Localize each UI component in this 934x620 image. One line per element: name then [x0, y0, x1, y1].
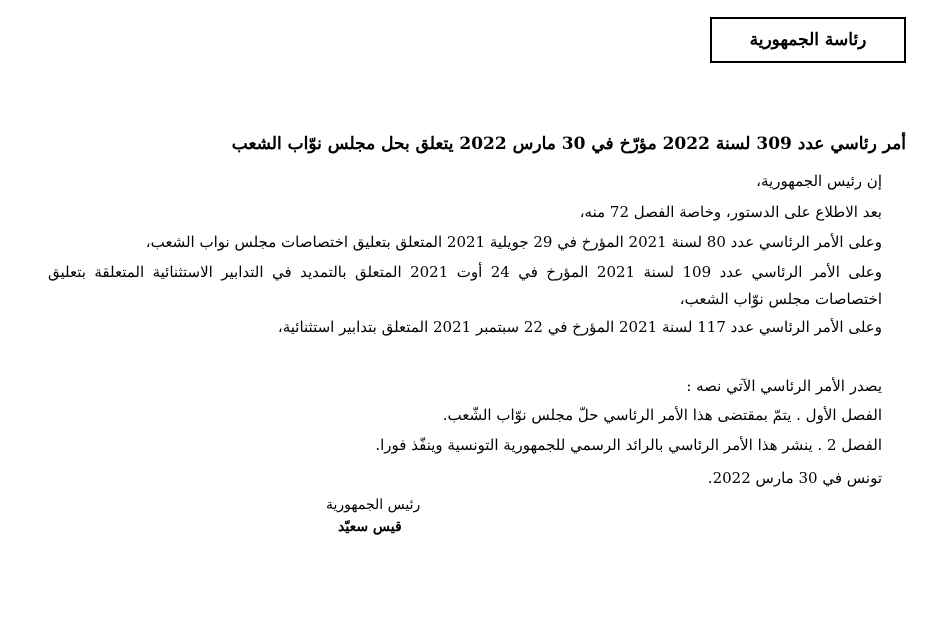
signer-title: رئيس الجمهورية: [326, 497, 421, 513]
opening-line: إن رئيس الجمهورية،: [756, 172, 882, 190]
signer-name: قيس سعيّد: [338, 519, 402, 535]
preamble-line-4: وعلى الأمر الرئاسي عدد 117 لسنة 2021 المؤرخ في 22 سبتمبر 2021 المتعلق بتدابير استثنائية،: [277, 318, 882, 336]
header-box: [710, 17, 906, 63]
article-2: الفصل 2 . ينشر هذا الأمر الرئاسي بالرائد الرسمي للجمهورية التونسية وينفّذ فورا.: [375, 436, 882, 454]
document-title: أمر رئاسي عدد 309 لسنة 2022 مؤرّخ في 30 مارس 2022 يتعلق بحل مجلس نوّاب الشعب: [231, 134, 906, 154]
enacting-clause: يصدر الأمر الرئاسي الآتي نصه :: [686, 377, 882, 395]
header-label: رئاسة الجمهورية: [749, 30, 867, 50]
preamble-line-3: وعلى الأمر الرئاسي عدد 109 لسنة 2021 المؤرخ في 24 أوت 2021 المتعلق بالتمديد في التدابير الاستثنائية المتعلقة بتعليق: [48, 263, 882, 281]
article-1: الفصل الأول . يتمّ بمقتضى هذا الأمر الرئاسي حلّ مجلس نوّاب الشّعب.: [442, 406, 882, 424]
preamble-line-2: وعلى الأمر الرئاسي عدد 80 لسنة 2021 المؤرخ في 29 جويلية 2021 المتعلق بتعليق اختصاصات مجلس نواب الشعب،: [145, 233, 882, 251]
date-line: تونس في 30 مارس 2022.: [707, 469, 882, 487]
preamble-line-1: بعد الاطلاع على الدستور، وخاصة الفصل 72 منه،: [579, 203, 882, 221]
preamble-line-3-continued: اختصاصات مجلس نوّاب الشعب،: [679, 290, 882, 308]
